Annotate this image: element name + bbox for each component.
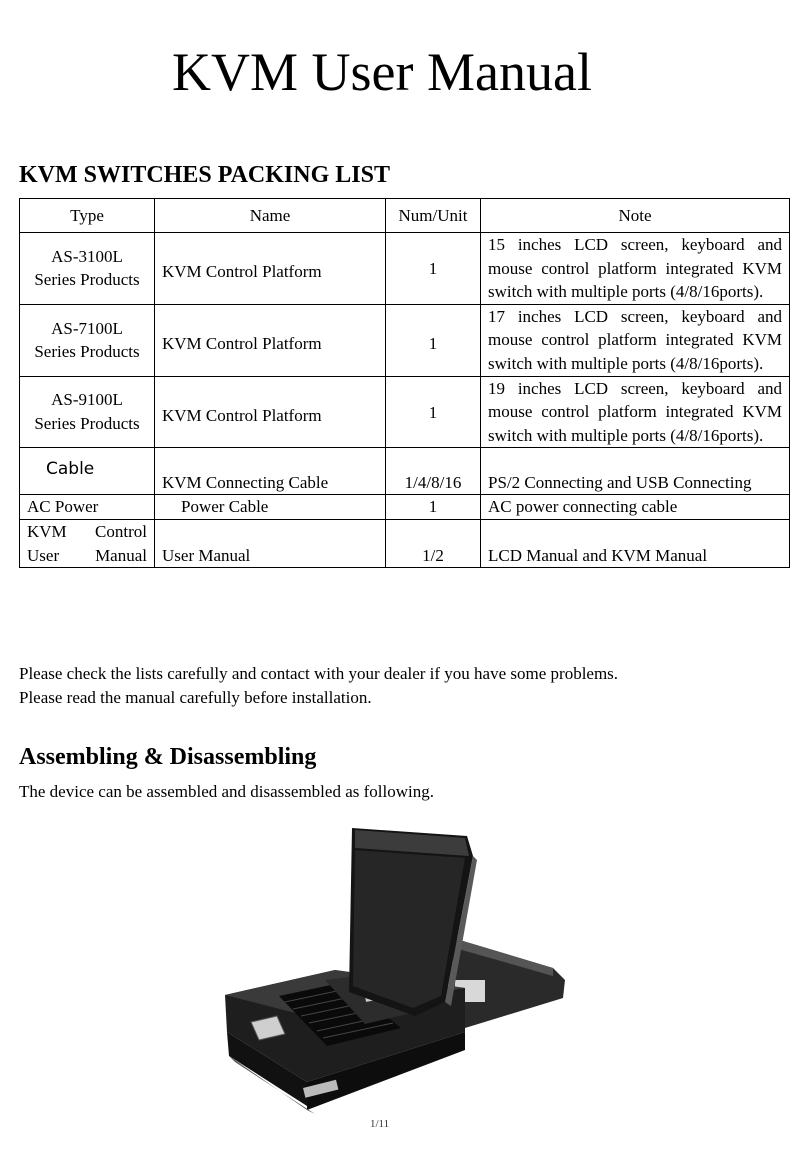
header-num: Num/Unit [386,199,481,233]
type-cell [20,304,155,376]
assembling-heading: Assembling & Disassembling [19,744,317,770]
type-line: Series Products [34,413,140,433]
type-cell [20,376,155,448]
num-cell: 1 [386,304,481,376]
note-cell: LCD Manual and KVM Manual [481,519,790,567]
table-row [20,233,790,305]
read-paragraph: Please read the manual carefully before installation. [19,688,372,707]
header-name: Name [155,199,386,233]
kvm-console-illustration [215,820,575,1120]
table-row [20,376,790,448]
name-cell: KVM Control Platform [155,304,386,376]
num-cell: 1 [386,376,481,448]
type-line: AS-9100L [51,390,123,410]
note-cell: AC power connecting cable [481,495,790,520]
type-cell: AC Power [20,495,155,520]
kvm-console-photo [215,820,575,1120]
table-row [20,448,790,495]
note-cell: PS/2 Connecting and USB Connecting [481,448,790,495]
name-cell: Power Cable [155,495,386,520]
header-note: Note [481,199,790,233]
type-line: Series Products [34,342,140,362]
num-cell: 1/2 [386,519,481,567]
note-cell: 19 inches LCD screen, keyboard and mouse control platform integrated KVM switch with multiple ports (4/8/16ports). [481,376,790,448]
type-line: AS-7100L [51,318,123,338]
num-cell: 1/4/8/16 [386,448,481,495]
num-cell: 1 [386,233,481,305]
type-line: AS-3100L [51,246,123,266]
packing-list-heading: KVM SWITCHES PACKING LIST [19,162,390,188]
name-cell: User Manual [155,519,386,567]
table-row [20,495,790,520]
type-line: Series Products [34,270,140,290]
type-cell [20,233,155,305]
name-cell: KVM Connecting Cable [155,448,386,495]
assembling-paragraph: The device can be assembled and disassembled as following. [19,782,434,801]
type-line: User Manual [27,545,147,565]
note-cell: 15 inches LCD screen, keyboard and mouse control platform integrated KVM switch with multiple ports (4/8/16ports). [481,233,790,305]
page-title: KVM User Manual [172,42,592,102]
type-cell [20,519,155,567]
packing-list-table [19,198,790,568]
table-row [20,304,790,376]
table-row [20,519,790,567]
type-line: KVM Control [27,521,147,541]
note-cell: 17 inches LCD screen, keyboard and mouse control platform integrated KVM switch with multiple ports (4/8/16ports). [481,304,790,376]
type-cell: Cable [20,448,155,495]
name-cell: KVM Control Platform [155,376,386,448]
header-type: Type [20,199,155,233]
table-header-row [20,199,790,233]
num-cell: 1 [386,495,481,520]
name-cell: KVM Control Platform [155,233,386,305]
page-number: 1/11 [370,1118,390,1130]
check-paragraph: Please check the lists carefully and contact with your dealer if you have some problems. [19,664,619,683]
